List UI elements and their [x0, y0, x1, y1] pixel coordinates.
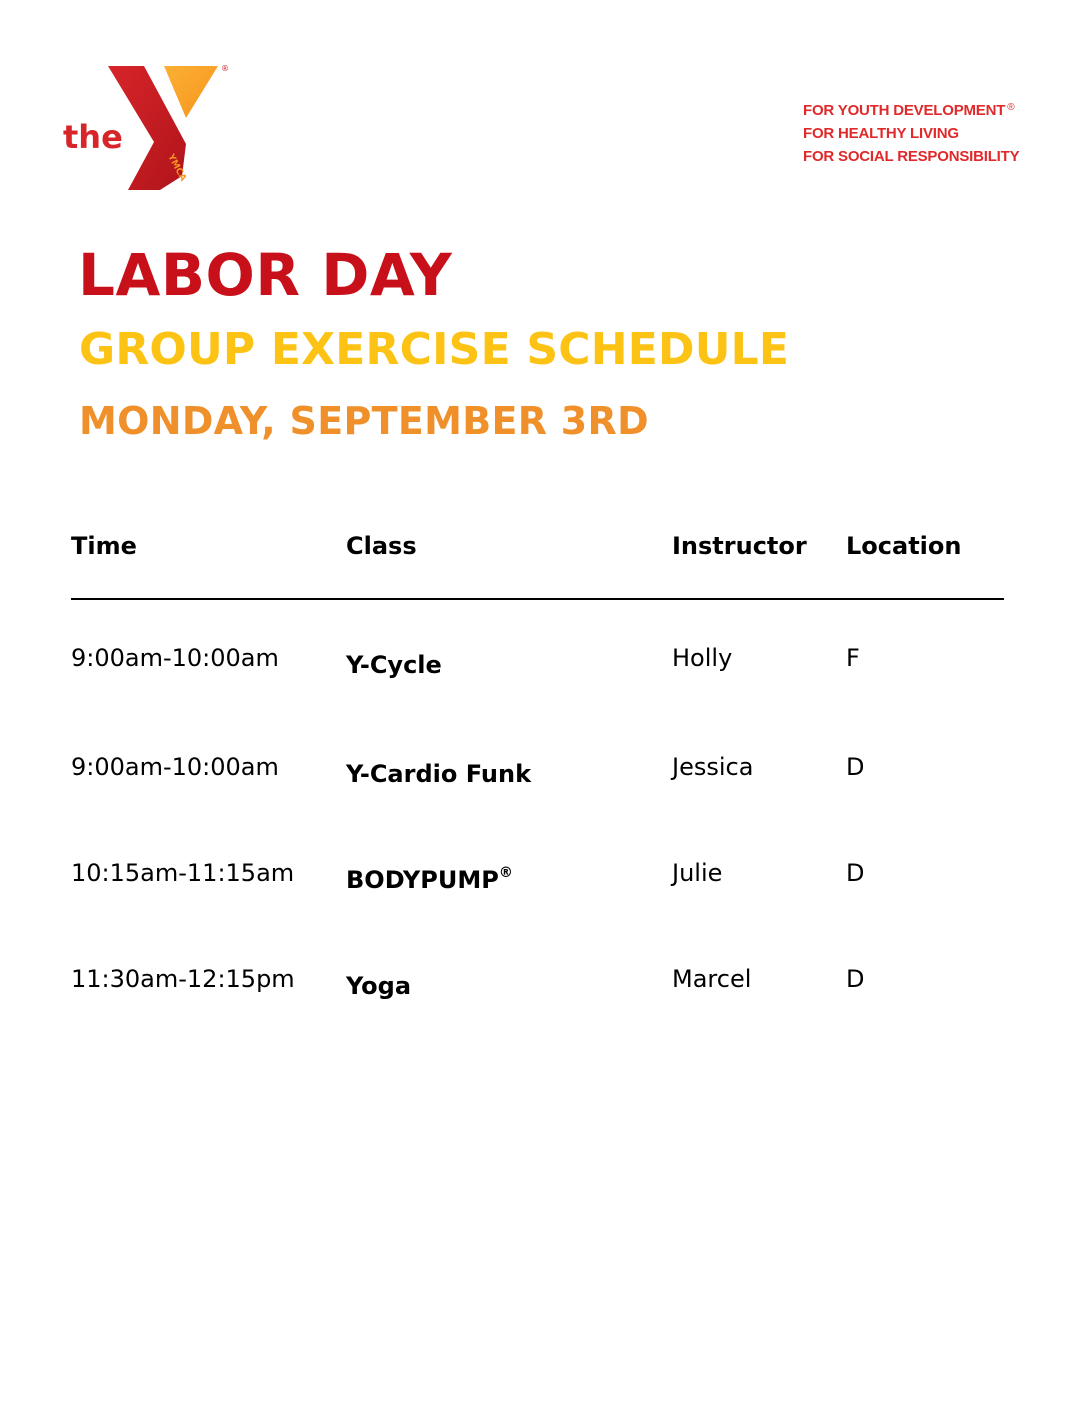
tagline-youth [803, 96, 1073, 122]
logo-ymca-text: YMCA [165, 152, 188, 184]
row-instructor: Julie [672, 859, 723, 887]
row-class-name: BODYPUMP [346, 866, 499, 894]
tagline-registered-mark: ® [1007, 102, 1015, 113]
column-header-time: Time [71, 532, 137, 560]
logo-registered-mark: ® [221, 64, 229, 73]
tagline-healthy: FOR HEALTHY LIVING [803, 125, 959, 142]
page-subtitle: GROUP EXERCISE SCHEDULE [79, 324, 790, 375]
tagline-youth-text: FOR YOUTH DEVELOPMENT [803, 102, 1006, 119]
row-instructor: Marcel [672, 965, 752, 993]
header-divider [71, 598, 1004, 600]
row-instructor: Jessica [672, 753, 754, 781]
row-location: D [846, 859, 865, 887]
table-row [71, 853, 1004, 893]
row-class [346, 638, 442, 685]
row-location: D [846, 753, 865, 781]
table-header [71, 526, 1004, 566]
table-row [71, 959, 1004, 999]
schedule-date: MONDAY, SEPTEMBER 3RD [79, 399, 649, 443]
row-location: F [846, 644, 860, 672]
schedule-table [71, 526, 1004, 1000]
row-class-mark: ® [498, 865, 513, 881]
row-instructor: Holly [672, 644, 733, 672]
row-class [346, 853, 513, 900]
logo-the-text: the [63, 118, 123, 156]
taglines [803, 96, 1073, 168]
row-time: 11:30am-12:15pm [71, 965, 295, 993]
row-time: 9:00am-10:00am [71, 644, 279, 672]
row-class-name: Y-Cycle [346, 651, 442, 679]
row-class-name: Yoga [346, 972, 412, 1000]
page-title: LABOR DAY [78, 241, 453, 309]
table-row [71, 747, 1004, 787]
row-location: D [846, 965, 865, 993]
row-time: 10:15am-11:15am [71, 859, 295, 887]
logo-y-orange-shape [164, 66, 218, 118]
column-header-instructor: Instructor [672, 532, 807, 560]
table-row [71, 638, 1004, 678]
tagline-social: FOR SOCIAL RESPONSIBILITY [803, 148, 1020, 165]
column-header-location: Location [846, 532, 962, 560]
row-class [346, 747, 531, 794]
row-class [346, 959, 411, 1006]
row-time: 9:00am-10:00am [71, 753, 279, 781]
row-class-name: Y-Cardio Funk [346, 760, 532, 788]
ymca-logo [60, 58, 240, 198]
column-header-class: Class [346, 532, 417, 560]
ymca-logo-graphic [60, 58, 240, 198]
